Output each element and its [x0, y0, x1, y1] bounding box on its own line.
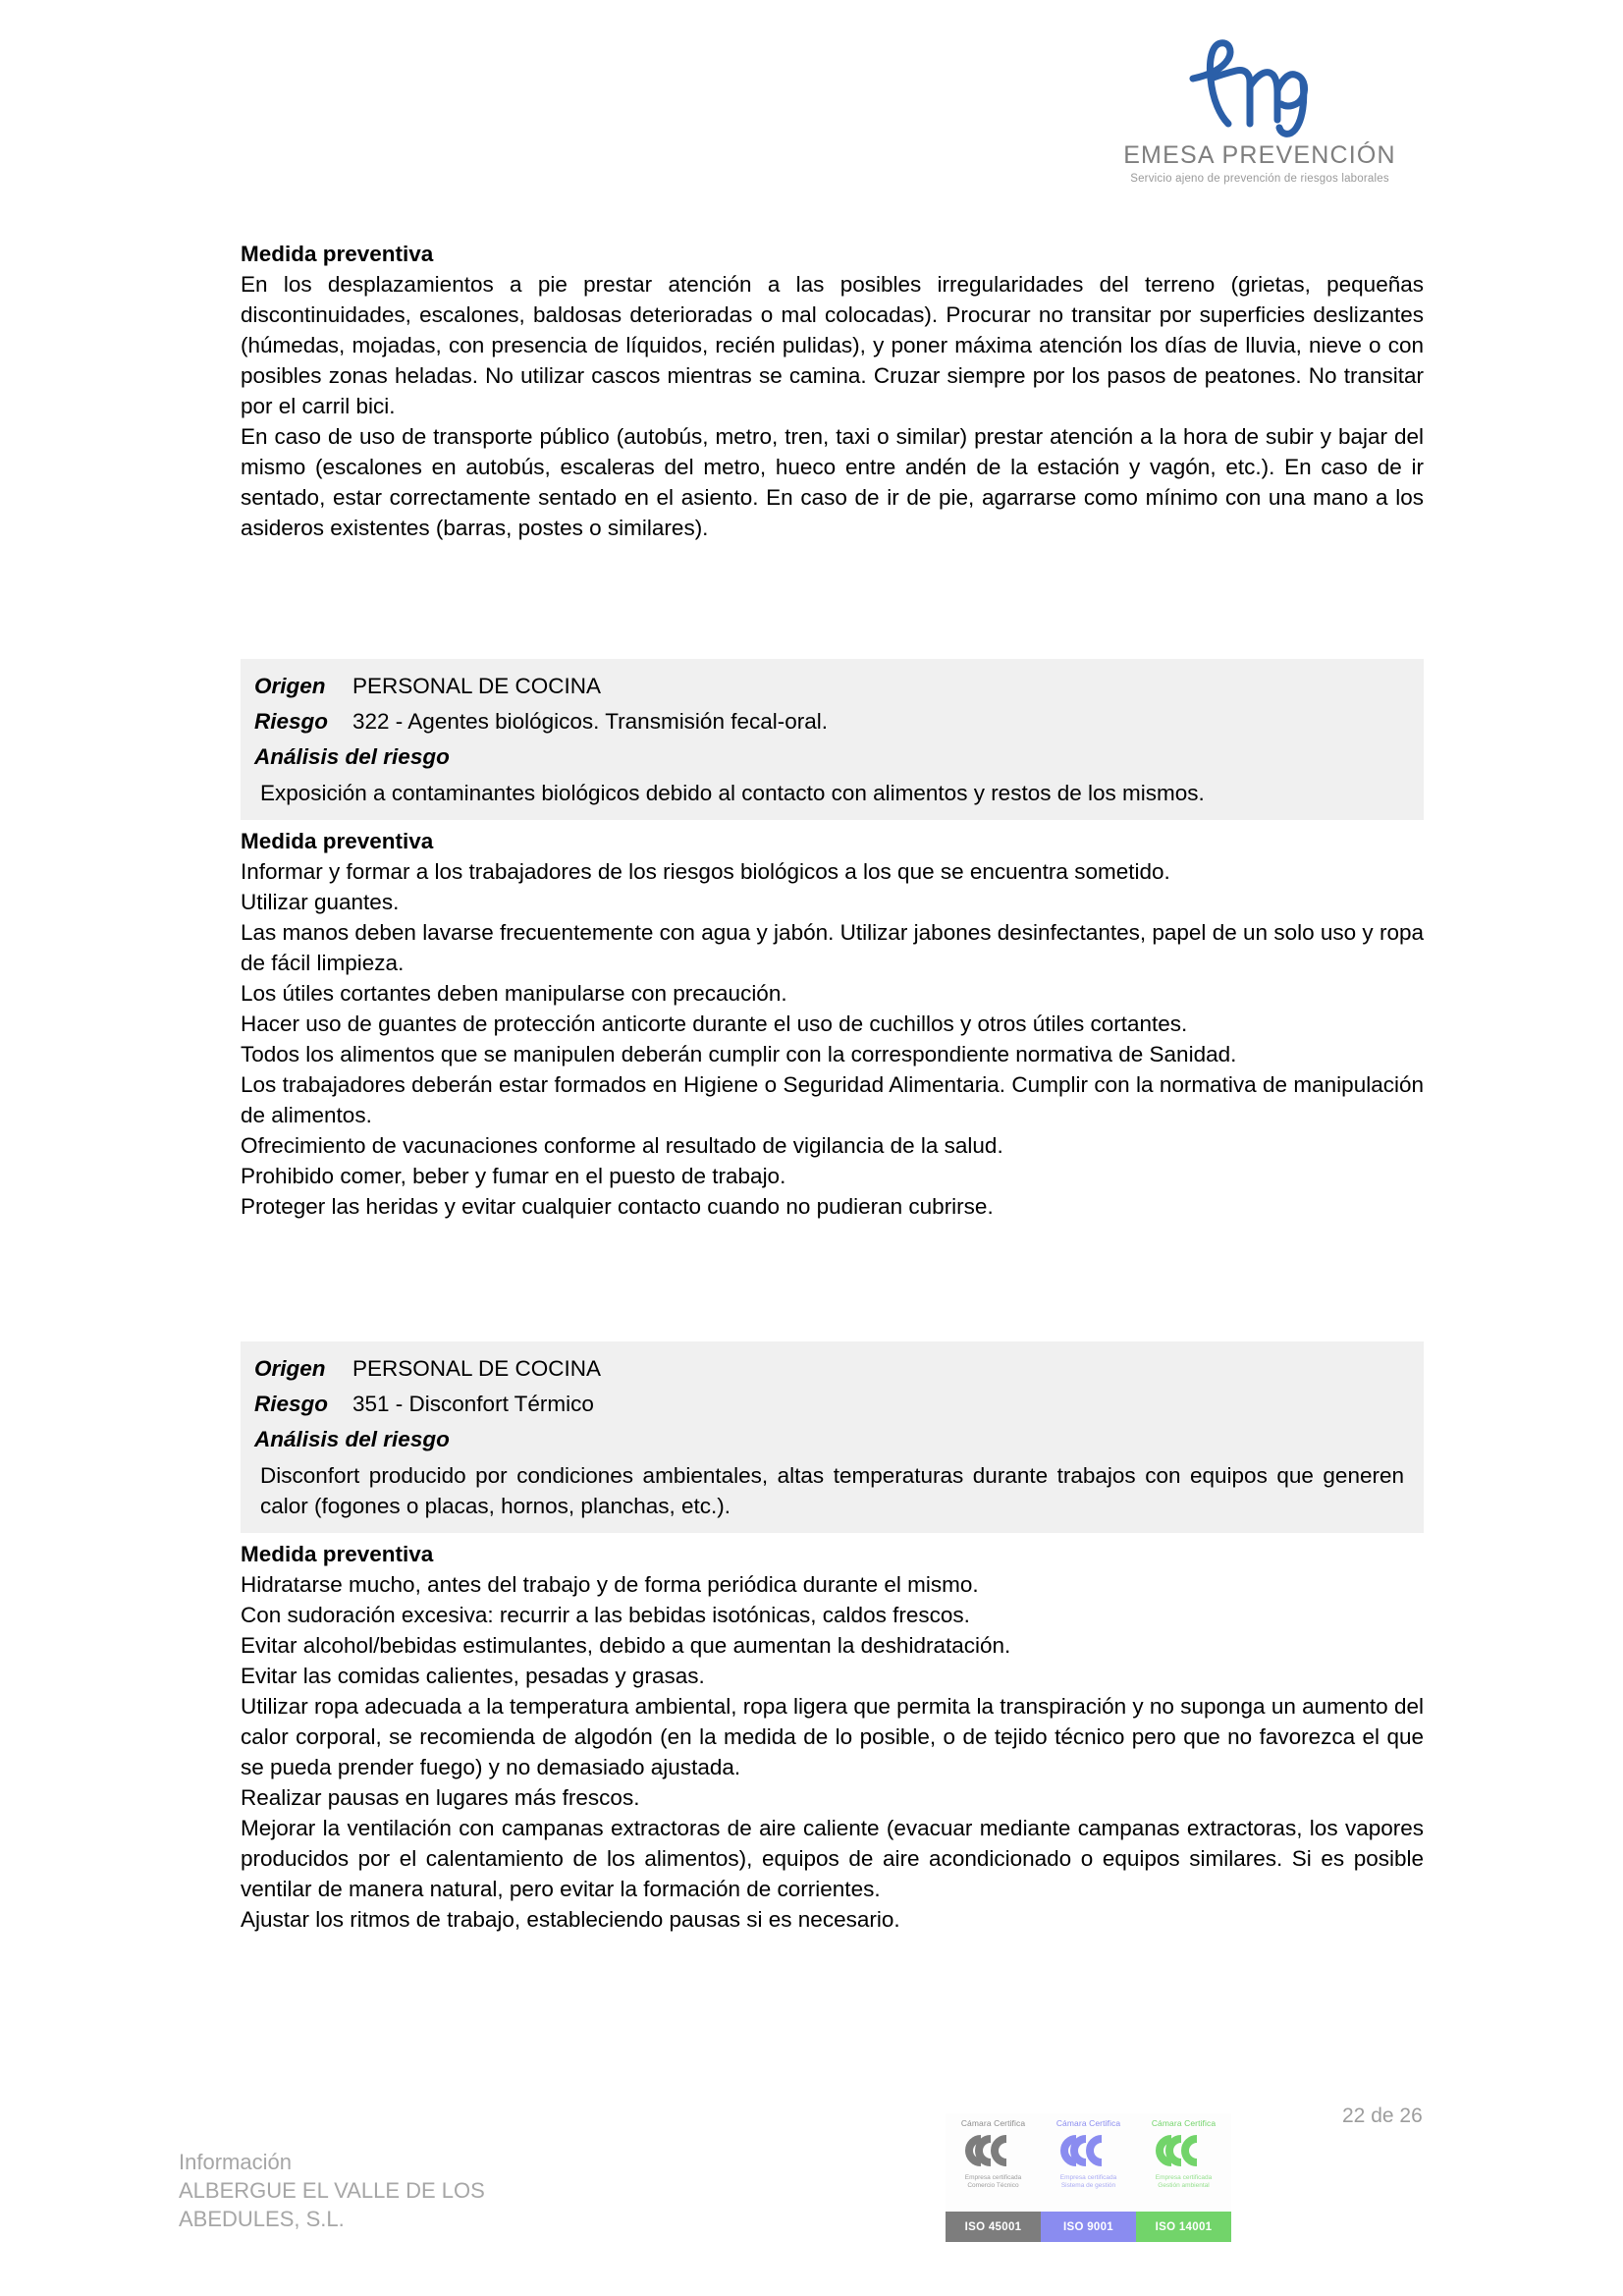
measure-list-1	[241, 856, 1424, 1222]
cert-header: Cámara Certifica	[960, 2118, 1026, 2128]
risk-2-riesgo-row	[241, 1387, 1424, 1422]
cert-line-1: Empresa certificada	[1155, 2174, 1213, 2181]
certification-badges	[946, 2113, 1231, 2242]
risk-1-origen-value: PERSONAL DE COCINA	[352, 674, 601, 698]
risk-1-riesgo-value: 322 - Agentes biológicos. Transmisión fecal-oral.	[352, 709, 829, 734]
risk-box-2	[241, 1341, 1424, 1533]
cert-body	[1041, 2113, 1136, 2212]
measure-line: Ofrecimiento de vacunaciones conforme al resultado de vigilancia de la salud.	[241, 1133, 1003, 1158]
measure-line: Evitar alcohol/bebidas estimulantes, debido a que aumentan la deshidratación.	[241, 1633, 1011, 1658]
risk-1-riesgo-row	[241, 704, 1424, 739]
cert-badge-iso14001	[1136, 2113, 1231, 2242]
risk-1-origen-label: Origen	[254, 674, 326, 698]
risk-2-analisis-value: Disconfort producido por condiciones ambientales, altas temperaturas durante trabajos con equipos que generen calor (fogones o placas, hornos, planchas, etc.).	[260, 1463, 1404, 1518]
chain-rings-icon	[1051, 2131, 1127, 2170]
measure-line: Todos los alimentos que se manipulen deberán cumplir con la correspondiente normativa de Sanidad.	[241, 1042, 1237, 1066]
document-content	[241, 239, 1424, 1935]
company-logo	[1098, 22, 1422, 185]
measure-paragraph-0-1: En los desplazamientos a pie prestar atención a las posibles irregularidades del terreno (grietas, pequeñas discontinuidades, escalones, baldosas deterioradas o mal colocadas). Procurar no transitar por superficies deslizantes (húmedas, mojadas, con presencia de líquidos, recién pulidas), y poner máxima atención los días de lluvia, nieve o con posibles zonas heladas. No utilizar cascos mientras se camina. Cruzar siempre por los pasos de peatones. No transitar por el carril bici.	[241, 272, 1424, 418]
footer-company-line-1: ALBERGUE EL VALLE DE LOS	[179, 2178, 485, 2203]
measure-line: Mejorar la ventilación con campanas extractoras de aire caliente (evacuar mediante campanas extractoras, los vapores producidos por el calentamiento de los alimentos), equipos de aire acondicionado o equipos similares. Si es posible ventilar de manera natural, pero evitar la formación de corrientes.	[241, 1816, 1424, 1901]
cert-standard: ISO 14001	[1136, 2212, 1231, 2242]
cert-line-2: Gestión ambiental	[1158, 2182, 1210, 2189]
vertical-spacer	[241, 543, 1424, 659]
measure-line: Informar y formar a los trabajadores de los riesgos biológicos a los que se encuentra sometido.	[241, 859, 1170, 884]
risk-2-analisis-label: Análisis del riesgo	[254, 1427, 450, 1451]
page-header	[0, 0, 1623, 236]
measure-line: Prohibido comer, beber y fumar en el puesto de trabajo.	[241, 1164, 786, 1188]
measure-heading-1: Medida preventiva	[241, 829, 434, 853]
risk-1-riesgo-label: Riesgo	[254, 709, 329, 734]
footer-company-line-2: ABEDULES, S.L.	[179, 2207, 345, 2231]
cert-badge-iso45001	[946, 2113, 1041, 2242]
emesa-script-logo-icon	[1171, 22, 1348, 139]
measure-list-2	[241, 1569, 1424, 1935]
risk-box-1	[241, 659, 1424, 820]
footer-info-label: Información	[179, 2150, 292, 2174]
risk-1-origen-row	[241, 669, 1424, 704]
cert-standard: ISO 45001	[946, 2212, 1041, 2242]
risk-2-riesgo-value: 351 - Disconfort Térmico	[352, 1392, 594, 1416]
measure-heading-0: Medida preventiva	[241, 242, 434, 266]
cert-line-1: Empresa certificada	[964, 2174, 1022, 2181]
risk-2-riesgo-label: Riesgo	[254, 1392, 329, 1416]
cert-body	[946, 2113, 1041, 2212]
risk-2-origen-value: PERSONAL DE COCINA	[352, 1356, 601, 1381]
vertical-spacer	[241, 1222, 1424, 1341]
measure-line: Los trabajadores deberán estar formados en Higiene o Seguridad Alimentaria. Cumplir con la normativa de manipulación de alimentos.	[241, 1072, 1424, 1127]
measure-line: Evitar las comidas calientes, pesadas y grasas.	[241, 1664, 705, 1688]
cert-body	[1136, 2113, 1231, 2212]
measure-line: Ajustar los ritmos de trabajo, estableciendo pausas si es necesario.	[241, 1907, 900, 1932]
measure-line: Realizar pausas en lugares más frescos.	[241, 1785, 640, 1810]
measure-line: Las manos deben lavarse frecuentemente con agua y jabón. Utilizar jabones desinfectantes, papel de un solo uso y ropa de fácil limpieza.	[241, 920, 1424, 975]
risk-1-analisis-value: Exposición a contaminantes biológicos debido al contacto con alimentos y restos de los mismos.	[260, 781, 1205, 805]
measure-paragraph-0-2: En caso de uso de transporte público (autobús, metro, tren, taxi o similar) prestar atención a la hora de subir y bajar del mismo (escalones en autobús, escaleras del metro, hueco entre andén de la estación y vagón, etc.). En caso de ir sentado, estar correctamente sentado en el asiento. En caso de ir de pie, agarrarse como mínimo con una mano a los asideros existentes (barras, postes o similares).	[241, 424, 1424, 540]
cert-standard: ISO 9001	[1041, 2212, 1136, 2242]
measure-line: Utilizar ropa adecuada a la temperatura ambiental, ropa ligera que permita la transpiración y no suponga un aumento del calor corporal, se recomienda de algodón (en la medida de lo posible, o de tejido técnico pero que no favorezca el que se pueda prender fuego) y no demasiado ajustada.	[241, 1694, 1424, 1779]
measure-line: Con sudoración excesiva: recurrir a las bebidas isotónicas, caldos frescos.	[241, 1603, 970, 1627]
cert-line-1: Empresa certificada	[1059, 2174, 1117, 2181]
cert-line-2: Comercio Técnico	[967, 2182, 1019, 2189]
page-footer	[0, 2102, 1623, 2296]
cert-line-2: Sistema de gestión	[1060, 2182, 1116, 2189]
measure-line: Hacer uso de guantes de protección anticorte durante el uso de cuchillos y otros útiles cortantes.	[241, 1011, 1188, 1036]
risk-2-origen-row	[241, 1351, 1424, 1387]
measure-line: Hidratarse mucho, antes del trabajo y de forma periódica durante el mismo.	[241, 1572, 979, 1597]
brand-subtitle: Servicio ajeno de prevención de riesgos laborales	[1130, 173, 1389, 185]
chain-rings-icon	[1146, 2131, 1222, 2170]
brand-title: EMESA PREVENCIÓN	[1123, 141, 1396, 169]
risk-1-analisis-label: Análisis del riesgo	[254, 744, 450, 769]
cert-header: Cámara Certifica	[1151, 2118, 1217, 2128]
measure-line: Los útiles cortantes deben manipularse con precaución.	[241, 981, 787, 1006]
measure-line: Utilizar guantes.	[241, 890, 400, 914]
measure-heading-2: Medida preventiva	[241, 1542, 434, 1566]
chain-rings-icon	[955, 2131, 1032, 2170]
page-number: 22 de 26	[1342, 2104, 1423, 2127]
measure-line: Proteger las heridas y evitar cualquier contacto cuando no pudieran cubrirse.	[241, 1194, 994, 1219]
risk-2-origen-label: Origen	[254, 1356, 326, 1381]
cert-header: Cámara Certifica	[1055, 2118, 1121, 2128]
footer-company-info	[179, 2148, 591, 2233]
cert-badge-iso9001	[1041, 2113, 1136, 2242]
